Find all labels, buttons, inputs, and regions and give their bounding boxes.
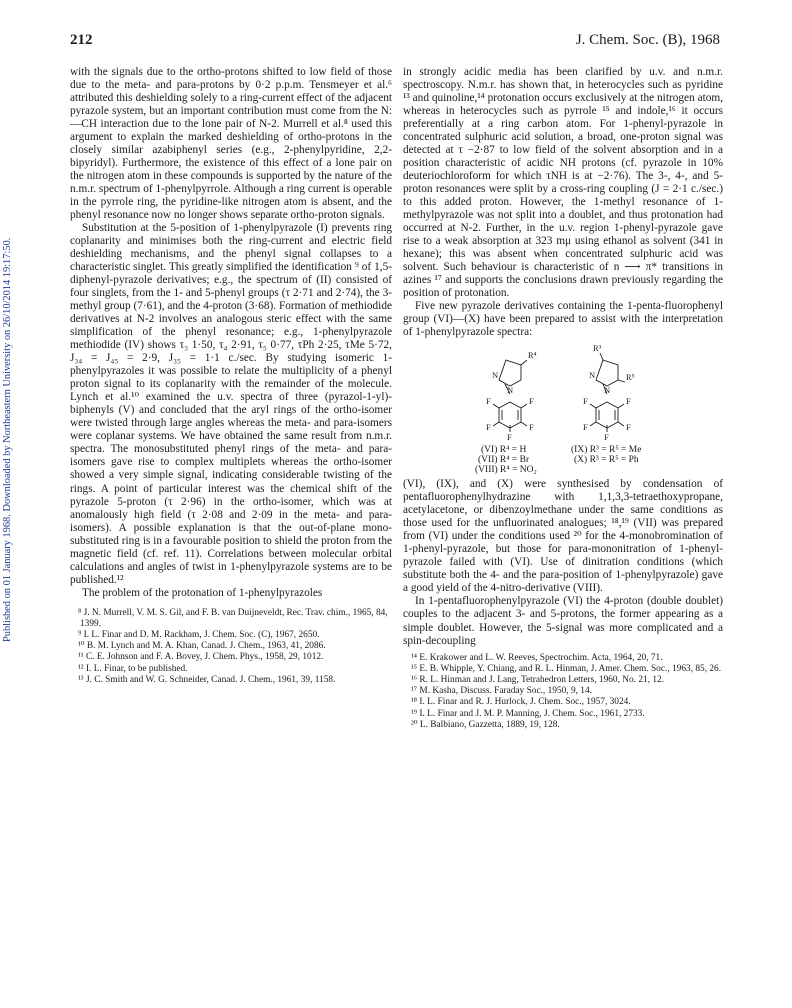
footnote: ⁸ J. N. Murrell, V. M. S. Gil, and F. B. van Duijneveldt, Rec. Trav. chim., 1965, 84, 1399. xyxy=(78,607,388,629)
atom-label: F xyxy=(486,422,491,433)
paragraph: In 1-pentafluorophenylpyrazole (VI) the 4-proton (double doublet) couples to the adjacent 3- and 5-protons, the former appearing as a simple doublet. However, the 5-signal was more complicated and a spin-decoupling xyxy=(403,595,723,647)
paragraph: with the signals due to the ortho-protons shifted to low field of those due to the meta- and para-protons by 0·2 p.p.m. Tensmeyer et al.⁶ attributed this deshielding solely to a ring-current effect of the adjacent pyrazole system, but an important contribution must come from the N:—CH interaction due to the lone pair of N-2. Murrell et al.⁸ used this argument to explain the marked deshielding of ortho-protons in the closely similar azabiphenyl series (e.g., 2-phenylpyridine, 2,2-bipyridyl). Furthermore, the existence of this effect of a lone pair on the nitrogen atom in these compounds is supported by the nature of the n.m.r. spectrum of 1-phenylpyrrole. Although a ring current is operable in the pyrrole ring, the pyridine-like nitrogen atom is absent, and the phenyl resonance now no longer shows separate ortho-proton signals. xyxy=(70,66,392,222)
footnote: ¹⁵ E. B. Whipple, Y. Chiang, and R. L. Hinman, J. Amer. Chem. Soc., 1963, 85, 26. xyxy=(411,663,722,674)
atom-label: F xyxy=(529,422,534,433)
atom-label: F xyxy=(486,396,491,407)
footnote: ¹⁸ I. L. Finar and R. J. Hurlock, J. Chem. Soc., 1957, 3024. xyxy=(411,697,631,708)
paragraph: in strongly acidic media has been clarified by u.v. and n.m.r. spectroscopy. N.m.r. has shown that, in heterocycles such as pyridine ¹³ and quinoline,¹⁴ protonation occurs exclusively at the nitrogen atom, whereas in heterocycles such as pyrrole ¹⁵ and indole,¹⁶ it occurs preferentially at a ring carbon atom. For 1-phenyl-pyrazole in concentrated sulphuric acid solution, a broad, one-proton signal was detected at τ −2·87 to low field of the solvent absorption and in a position characteristic of acidic NH protons (cf. pyrazole in 10% deuteriochloroform for which τNH is at −2·76). The 3-, 4-, and 5-proton resonances were split by a cross-ring coupling (J = 2·1 c./sec.) to this added proton. However, the 1-methyl resonance of 1-methylpyrazole was not split into a doublet, and thus protonation had occurred at N-2. Further, in the u.v. region 1-phenyl-pyrazole gave rise to a weak absorption at 323 mμ using ethanol as solvent (341 in hexane); this was absent when concentrated sulphuric acid was solvent. Such behaviour is characteristic of n ⟶ π* transitions in azines ¹⁷ and supports the conclusions drawn previously regarding the position of protonation. xyxy=(403,66,723,300)
footnote: ¹⁹ I. L. Finar and J. M. P. Manning, J. Chem. Soc., 1961, 2733. xyxy=(411,708,645,719)
atom-label: F xyxy=(604,432,609,443)
footnote: ¹⁷ M. Kasha, Discuss. Faraday Soc., 1950, 9, 14. xyxy=(411,686,592,697)
substituent-label: R³ xyxy=(593,343,602,354)
journal-header: J. Chem. Soc. (B), 1968 xyxy=(575,32,720,48)
paragraph: The problem of the protonation of 1-phenylpyrazoles xyxy=(82,586,323,599)
substituent-label: R⁵ xyxy=(626,372,635,383)
left-column xyxy=(70,66,392,686)
paragraph: Five new pyrazole derivatives containing the 1-penta-fluorophenyl group (VI)—(X) have been prepared to assist with the interpretation of 1-phenylpyrazole spectra: xyxy=(403,300,723,339)
page-number: 212 xyxy=(70,32,93,48)
atom-label: F xyxy=(583,422,588,433)
atom-label: F xyxy=(507,432,512,443)
atom-label: F xyxy=(583,396,588,407)
footnote: ¹² I. L. Finar, to be published. xyxy=(78,663,188,674)
paragraph: Substitution at the 5-position of 1-phenylpyrazole (I) prevents ring coplanarity and minimises both the ring-current and electric field deshielding mechanisms, and the phenyl signal collapses to a characteristic singlet. This greatly simplified the identification ⁹ of 1,5-diphenyl-pyrazole derivatives; e.g., the spectrum of (II) consisted of four singlets, from the 1- and 5-phenyl groups (τ 2·71 and 2·74), the 3-methyl group (7·61), and the 4-proton (3·68). Formation of methiodide derivatives at N-2 involves an analogous steric effect with the same simplification of the phenyl resonance; e.g., 1-phenylpyrazole methiodide (IV) shows τ₃ 1·50, τ₄ 2·91, τ₅ 0·77, τPh 2·25, τMe 5·72, J₃₄ = J₄₅ = 2·9, J₃₅ = 1·1 c./sec. By studying isomeric 1-phenylpyrazoles it was possible to relate the multiplicity of a phenyl proton signal to its coplanarity with the remainder of the molecule. Lynch et al.¹⁰ examined the u.v. spectra of three (pyrazol-1-yl)-biphenyls (V) and concluded that the aryl rings of the ortho-isomer were twisted through large angles whereas the meta- and para-isomers were coplanar systems. We have obtained the same result from n.m.r. spectra. The monosubstituted phenyl rings of the meta- and para-isomers gave rise to complex multiplets whereas the ortho-isomer showed a very simple signal, indicating considerable twisting of the rings. A point of particular interest was the chemical shift of the pyrazole 5-proton (τ 2·96) in the ortho-isomer, which was at anomalously high field (τ 2·08 and 2·09 in the meta- and para-isomers). A possible explanation is that the out-of-plane mono-substituted ring is in a favourable position to shield the proton from the magnetic field (cf. ref. 11). Correlations between molecular orbital calculations and angles of twist in 1-phenylpyrazole systems are to be published.¹² xyxy=(70,222,392,586)
footnote: ¹¹ C. E. Johnson and F. A. Bovey, J. Chem. Phys., 1958, 29, 1012. xyxy=(78,652,324,663)
atom-label: N xyxy=(492,370,499,381)
footnotes xyxy=(70,608,392,686)
footnotes xyxy=(403,653,723,731)
atom-label: N xyxy=(507,385,514,396)
atom-label: F xyxy=(529,396,534,407)
legend-item: (VII) R⁴ = Br xyxy=(478,455,530,466)
legend-item: (VI) R⁴ = H xyxy=(481,445,527,456)
legend-item: (IX) R³ = R⁵ = Me xyxy=(571,445,642,456)
atom-label: F xyxy=(626,396,631,407)
atom-label: F xyxy=(626,422,631,433)
substituent-label: R⁴ xyxy=(528,350,537,361)
atom-label: N xyxy=(589,370,596,381)
right-column xyxy=(403,66,723,731)
footnote: ¹⁰ B. M. Lynch and M. A. Khan, Canad. J. Chem., 1963, 41, 2086. xyxy=(78,641,326,652)
footnote: ¹³ J. C. Smith and W. G. Schneider, Canad. J. Chem., 1961, 39, 1158. xyxy=(78,674,336,685)
footnote: ⁹ I. L. Finar and D. M. Rackham, J. Chem. Soc. (C), 1967, 2650. xyxy=(78,630,320,641)
legend-item: (VIII) R⁴ = NO₂ xyxy=(475,465,537,476)
atom-label: N xyxy=(604,385,611,396)
footnote: ²⁰ L. Balbiano, Gazzetta, 1889, 19, 128. xyxy=(411,719,560,730)
legend-item: (X) R³ = R⁵ = Ph xyxy=(574,455,639,466)
paragraph: (VI), (IX), and (X) were synthesised by condensation of pentafluorophenylhydrazine with 1,1,3,3-tetraethoxypropane, acetylacetone, or dibenzoylmethane under the same conditions as those used for the unfluorinated analogues; ¹⁸,¹⁹ (VII) was prepared from (VI) under the conditions used ²⁰ for the 4-monobromination of 1-phenyl-pyrazole, but those for para-mononitration of 1-phenyl-pyrazole failed with (VI). Use of dinitration conditions (which substitute both the 4- and the para-position of 1-phenylpyrazole) gave a good yield of the 4-nitro-derivative (VIII). xyxy=(403,478,723,595)
footnote: ¹⁴ E. Krakower and L. W. Reeves, Spectrochim. Acta, 1964, 20, 71. xyxy=(411,652,663,663)
footnote: ¹⁶ R. L. Hinman and J. Lang, Tetrahedron Letters, 1960, No. 21, 12. xyxy=(411,674,665,685)
download-stamp: Published on 01 January 1968. Downloaded by Northeastern University on 26/10/2014 19:17:50. xyxy=(2,237,13,643)
structures-figure xyxy=(403,340,723,475)
